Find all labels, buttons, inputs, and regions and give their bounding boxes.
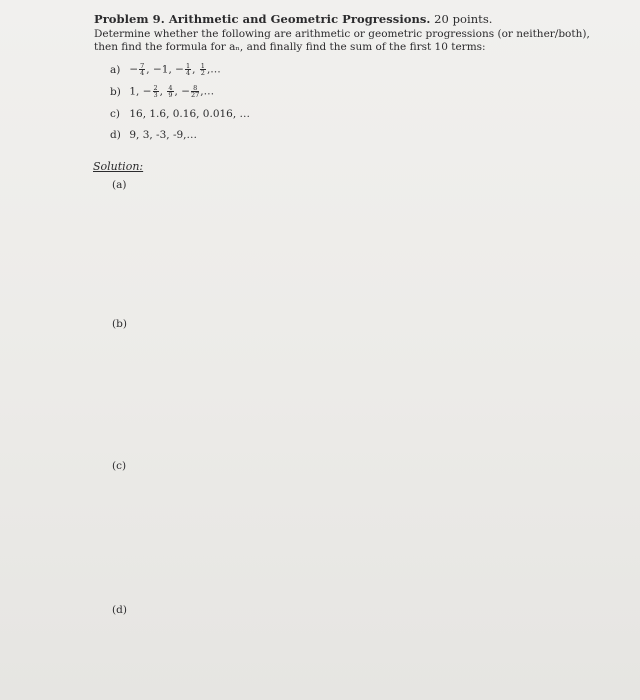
sequence-label: b): [110, 85, 121, 98]
problem-title: [94, 12, 493, 26]
problem-points: 20 points.: [434, 12, 493, 26]
sequence-item-a: a) − $\frac{7}{4}$ , −1, − $\frac{1}{4}$ , $\frac{1}{2}$ ,…: [110, 62, 221, 77]
sequence-ellipsis: ,…: [200, 85, 215, 98]
sequence-item-d: [110, 129, 197, 141]
sequence-item-b: b) 1, − $\frac{2}{3}$ , $\frac{4}{9}$ , − $\frac{8}{27}$ ,…: [110, 84, 215, 99]
solution-part-c: (c): [112, 460, 127, 472]
fraction-denominator: 27: [191, 91, 200, 99]
solution-part-d: (d): [112, 604, 127, 616]
solution-part-a: (a): [112, 179, 127, 191]
sequence-label: c): [110, 108, 120, 120]
term-sign: −: [181, 85, 190, 98]
fraction-denominator: 4: [140, 69, 145, 77]
sequence-ellipsis: ,…: [206, 63, 221, 76]
sequence-label: a): [110, 63, 121, 76]
fraction: [153, 85, 159, 98]
term: −1: [152, 63, 169, 76]
term-sign: −: [129, 63, 139, 76]
term-sign: −: [142, 85, 152, 98]
term: 1: [129, 85, 137, 98]
fraction-numerator: 1: [200, 62, 205, 70]
fraction-numerator: 2: [153, 84, 158, 92]
sequence-label: d): [110, 129, 121, 141]
sequence-item-c: [110, 108, 250, 120]
fraction: [191, 85, 199, 98]
fraction-numerator: 1: [185, 62, 191, 70]
fraction-denominator: 9: [168, 91, 173, 99]
fraction-numerator: 4: [168, 84, 173, 92]
fraction-numerator: 7: [140, 62, 145, 70]
fraction: [139, 63, 145, 76]
fraction-denominator: 4: [185, 69, 191, 77]
solution-part-b: (b): [112, 318, 127, 330]
term-sign: −: [175, 63, 184, 76]
sequence-text: 9, 3, -3, -9,…: [129, 129, 198, 141]
fraction-denominator: 2: [200, 69, 205, 77]
fraction-denominator: 3: [153, 91, 158, 99]
solution-heading: Solution:: [93, 160, 144, 173]
sequence-text: 16, 1.6, 0.16, 0.016, …: [129, 108, 251, 120]
problem-title-lead: Problem 9. Arithmetic and Geometric Progressions.: [94, 12, 431, 26]
problem-instructions: Determine whether the following are arithmetic or geometric progressions (or neither/both), then find the formula for aₙ, and finally find the sum of the first 10 terms:: [94, 28, 590, 53]
fraction: [200, 63, 206, 76]
fraction-numerator: 8: [191, 85, 199, 92]
fraction: [167, 85, 173, 98]
fraction: [185, 63, 191, 76]
